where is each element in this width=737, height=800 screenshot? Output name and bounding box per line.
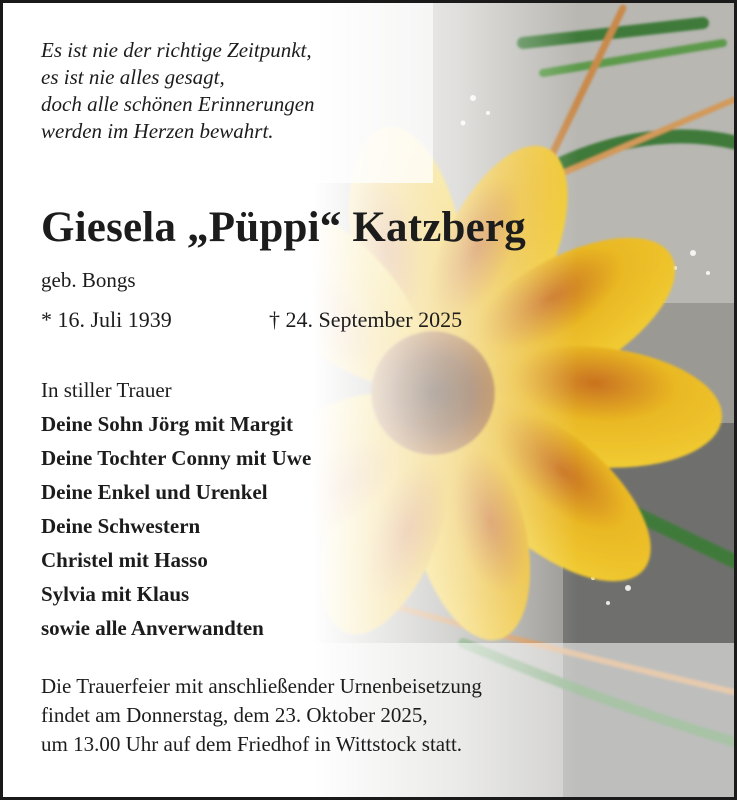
memorial-quote (41, 37, 315, 145)
quote-line: werden im Herzen bewahrt. (41, 119, 274, 143)
quote-line: es ist nie alles gesagt, (41, 65, 225, 89)
mourner-line: Deine Schwestern (41, 514, 201, 538)
funeral-notice (41, 672, 482, 759)
death-date: † 24. September 2025 (269, 307, 463, 332)
birth-date: * 16. Juli 1939 (41, 307, 172, 332)
mourner-line: Deine Tochter Conny mit Uwe (41, 446, 312, 470)
quote-line: doch alle schönen Erinnerungen (41, 92, 315, 116)
mourner-line: Sylvia mit Klaus (41, 582, 190, 606)
mourner-line: Deine Sohn Jörg mit Margit (41, 412, 293, 436)
funeral-line: Die Trauerfeier mit anschließender Urnenbeisetzung (41, 674, 482, 698)
birth-name: geb. Bongs (41, 268, 136, 292)
mourner-line: Christel mit Hasso (41, 548, 208, 572)
text-layer (3, 3, 737, 800)
life-dates (41, 307, 463, 333)
deceased-name: Giesela „Püppi“ Katzberg (41, 204, 526, 251)
quote-line: Es ist nie der richtige Zeitpunkt, (41, 38, 312, 62)
mourning-intro: In stiller Trauer (41, 378, 172, 402)
funeral-line: um 13.00 Uhr auf dem Friedhof in Wittstock statt. (41, 732, 463, 756)
mourner-line: Deine Enkel und Urenkel (41, 480, 268, 504)
mourners-section (41, 373, 311, 645)
funeral-line: findet am Donnerstag, dem 23. Oktober 2025, (41, 703, 428, 727)
mourner-line: sowie alle Anverwandten (41, 616, 264, 640)
